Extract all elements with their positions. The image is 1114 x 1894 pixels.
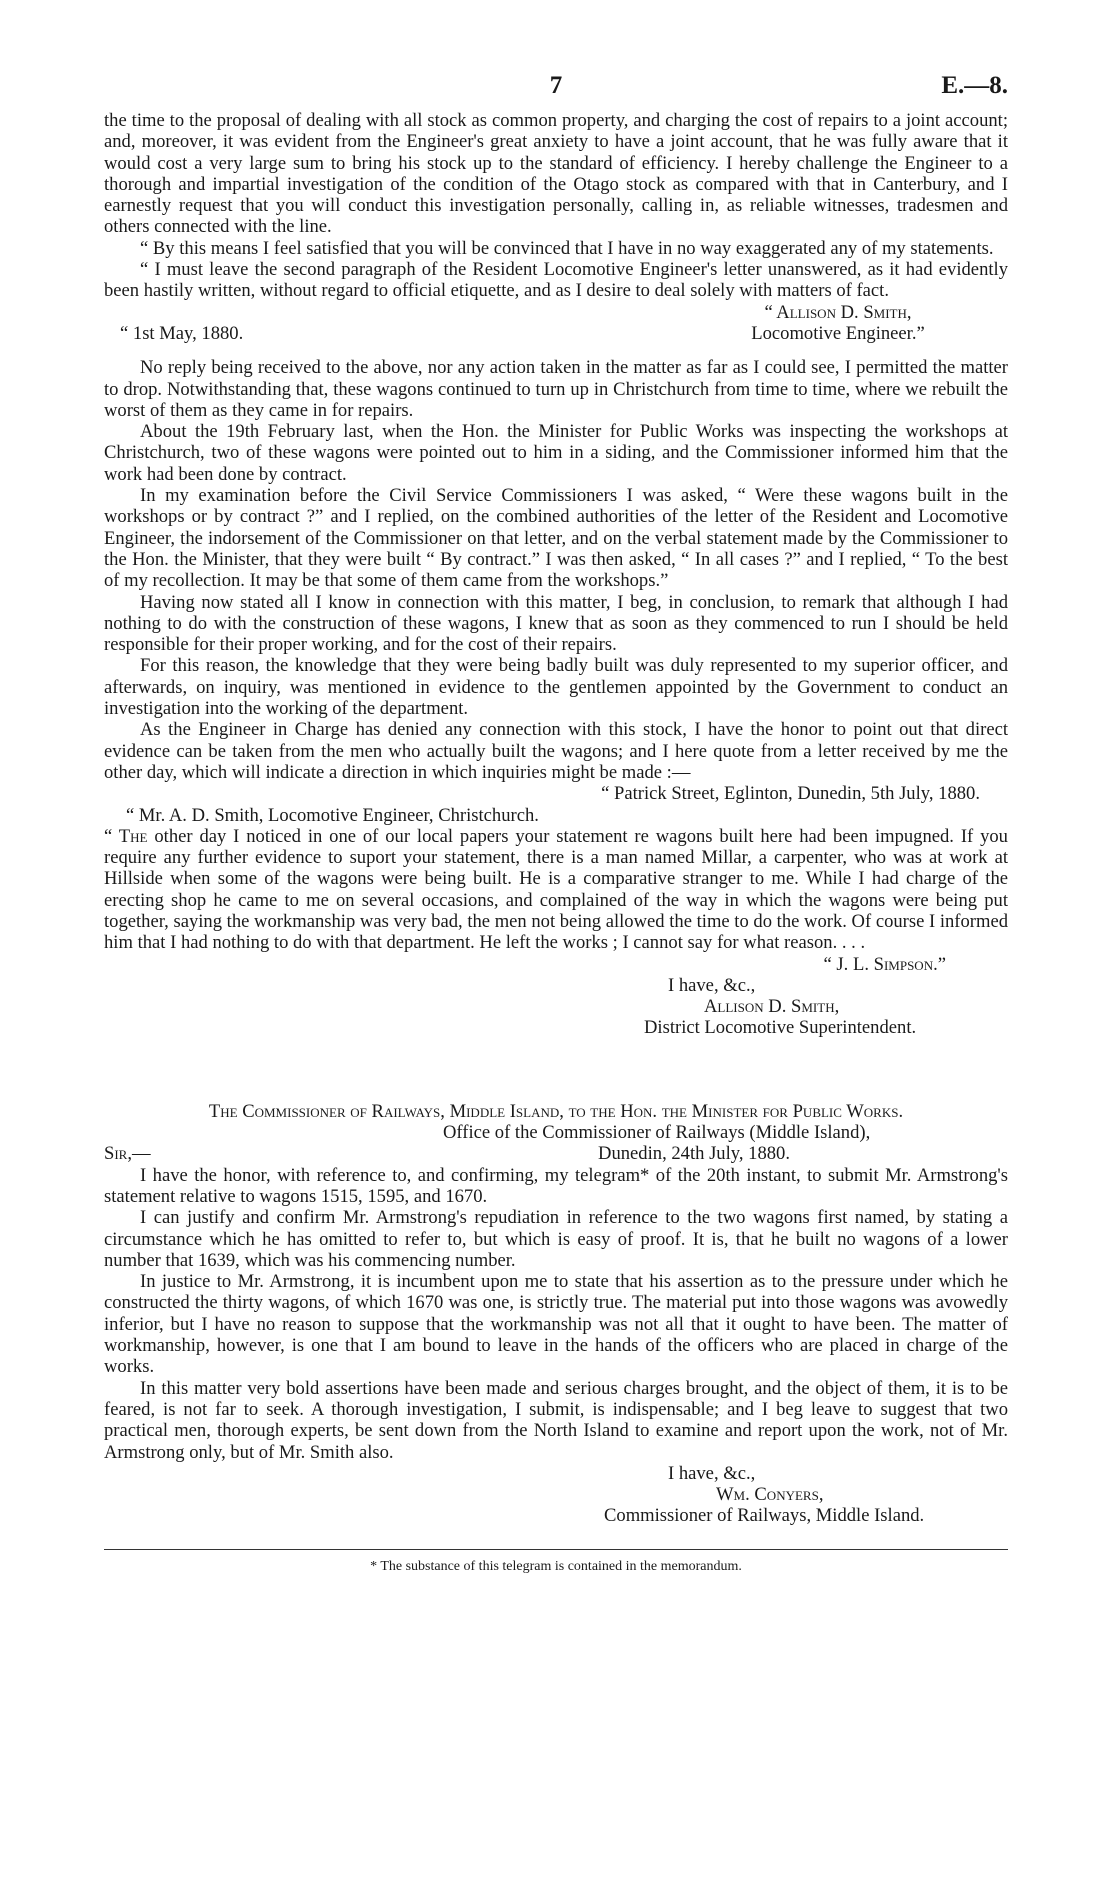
letter-date: “ 1st May, 1880. (120, 322, 244, 344)
signature-title: Locomotive Engineer.” (751, 322, 925, 344)
salutation: Sir,— (104, 1143, 151, 1165)
closing-name: Wm. Conyers, (716, 1484, 824, 1506)
letter-body-start: “ The (104, 825, 148, 847)
paragraph: I have the honor, with reference to, and confirming, my telegram* of the 20th instant, to submit Mr. Armstrong's statement relative to wagons 1515, 1595, and 1670. (104, 1164, 1008, 1207)
paragraph: For this reason, the knowledge that they were being badly built was duly represented to my superior officer, and afterwards, on inquiry, was mentioned in evidence to the gentlemen appointed by the Government to conduct an investigation into the working of the department. (104, 655, 1008, 720)
closing-line: I have, &c., (668, 1462, 756, 1484)
letter-salutation: “ Mr. A. D. Smith, Locomotive Engineer, Christchurch. (126, 804, 539, 826)
paragraph: In this matter very bold assertions have been made and serious charges brought, and the object of them, it is to be feared, is not far to seek. A thorough investigation, I submit, is indispensable; and I beg leave to suggest that two practical men, thorough experts, be sent down from the North Island to examine and report upon the work, not of Mr. Armstrong only, but of Mr. Smith also. (104, 1377, 1008, 1463)
closing-title: District Locomotive Superintendent. (644, 1017, 917, 1039)
paragraph: As the Engineer in Charge has denied any connection with this stock, I have the honor to point out that direct evidence can be taken from the men who actually built the wagons; and I here quote from a letter received by me the other day, which will indicate a direction in which inquiries might be made :— (104, 719, 1008, 783)
footnote-divider (104, 1549, 1008, 1550)
closing-name: Allison D. Smith, (704, 996, 840, 1018)
document-page (104, 64, 1008, 1576)
paragraph: the time to the proposal of dealing with all stock as common property, and charging the cost of repairs to a joint account; and, moreover, it was evident from the Engineer's great anxiety to have a joint account, that he was fully aware that it would cost a very large sum to bring his stock up to the standard of efficiency. I hereby challenge the Engineer to a thorough and impartial investigation of the condition of the Otago stock as compared with that in Canterbury, and I earnestly request that you will conduct this investigation personally, calling in, as reliable witnesses, tradesmen and others connected with the line. (104, 110, 1008, 238)
page-header (104, 64, 1008, 110)
paragraph: “ I must leave the second paragraph of the Resident Locomotive Engineer's letter unanswered, as it had evidently been hastily written, without regard to official etiquette, and as I desire to deal solely with matters of fact. (104, 259, 1008, 302)
paragraph: In my examination before the Civil Service Commissioners I was asked, “ Were these wagons built in the workshops or by contract ?” and I replied, on the combined authorities of the letter of the Resident and Locomotive Engineer, the indorsement of the Commissioner on that letter, and on the verbal statement made by the Commissioner to the Hon. the Minister, that they were built “ By contract.” I was then asked, “ In all cases ?” and I replied, “ To the best of my recollection. It may be that some of them came from the workshops.” (104, 485, 1008, 592)
closing-line: I have, &c., (668, 974, 756, 996)
paragraph: In justice to Mr. Armstrong, it is incumbent upon me to state that his assertion as to the pressure under which he constructed the thirty wagons, of which 1670 was one, is strictly true. The material put into those wagons was avowedly inferior, but I have no reason to suppose that the workmanship was not all that it ought to have been. The matter of workmanship, however, is one that I am bound to leave in the hands of the officers who are placed in charge of the works. (104, 1271, 1008, 1378)
signature-row (104, 302, 1008, 323)
letter-signature: “ J. L. Simpson.” (823, 953, 946, 975)
closing-title: Commissioner of Railways, Middle Island. (604, 1505, 925, 1527)
paragraph: “ By this means I feel satisfied that you will be convinced that I have in no way exaggerated any of my statements. (140, 237, 994, 259)
letter-address: “ Patrick Street, Eglinton, Dunedin, 5th July, 1880. (601, 783, 980, 805)
paragraph: Having now stated all I know in connection with this matter, I beg, in conclusion, to remark that although I had nothing to do with the construction of these wagons, I knew that as soon as they commenced to run I should be held responsible for their proper working, and for the cost of their repairs. (104, 591, 1008, 656)
place-date: Dunedin, 24th July, 1880. (598, 1143, 790, 1165)
salutation-row (104, 1143, 1008, 1164)
document-reference: E.—8. (941, 72, 1008, 99)
paragraph: No reply being received to the above, nor any action taken in the matter as far as I could see, I permitted the matter to drop. Notwithstanding that, these wagons continued to turn up in Christchurch from time to time, where we rebuilt the worst of them as they came in for repairs. (104, 357, 1008, 421)
office-address: Office of the Commissioner of Railways (Middle Island), (443, 1122, 871, 1144)
signature-name: “ Allison D. Smith, (764, 301, 912, 323)
footnote: * The substance of this telegram is contained in the memorandum. (370, 1558, 742, 1574)
section-title: The Commissioner of Railways, Middle Island, to the Hon. the Minister for Public Works. (208, 1100, 904, 1122)
closing-block (604, 1463, 1008, 1527)
paragraph: About the 19th February last, when the Hon. the Minister for Public Works was inspecting the workshops at Christchurch, two of these wagons were pointed out to him in a siding, and the Commissioner informed him that the work had been done by contract. (104, 421, 1008, 485)
signature-row (104, 323, 1008, 344)
closing-block (644, 975, 1008, 1039)
letter-body (104, 826, 1008, 954)
page-number: 7 (549, 72, 563, 99)
paragraph: I can justify and confirm Mr. Armstrong's repudiation in reference to the two wagons first named, by stating a circumstance which he has omitted to refer to, but which is easy of proof. It is, that he built no wagons of a lower number that 1639, which was his commencing number. (104, 1207, 1008, 1271)
letter-body-text: other day I noticed in one of our local papers your statement re wagons built here had been impugned. If you require any further evidence to suport your statement, there is a man named Millar, a carpenter, who was at work at Hillside when some of the wagons were being built. He is a comparative stranger to me. While I had charge of the erecting shop he came to me on several occasions, and complained of the way in which the wagons were being put together, saying the workmanship was very bad, the men not being allowed the time to do the work. Of course I informed him that I had nothing to do with that department. He left the works ; I cannot say for what reason. . . . (104, 825, 1008, 954)
